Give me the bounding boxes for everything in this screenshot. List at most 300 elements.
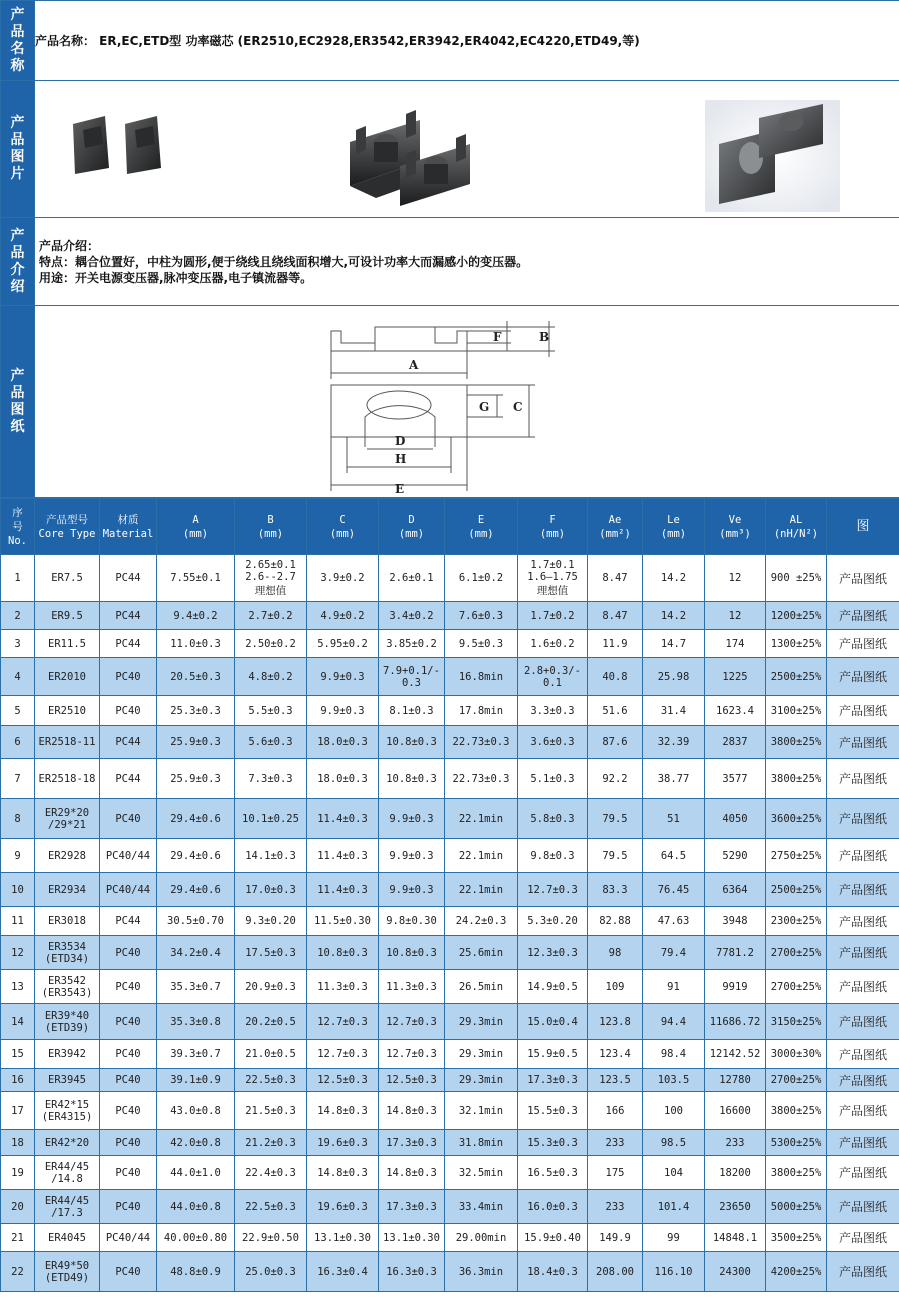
cell-c: 18.0±0.3 bbox=[307, 726, 379, 759]
cell-le: 94.4 bbox=[643, 1004, 705, 1040]
cell-b: 5.6±0.3 bbox=[235, 726, 307, 759]
header-material: 材质 Material bbox=[100, 499, 157, 555]
header-f: F (mm) bbox=[518, 499, 588, 555]
cell-e: 22.1min bbox=[445, 839, 518, 873]
cell-no: 7 bbox=[1, 759, 35, 799]
table-row bbox=[1, 936, 899, 970]
cell-al: 3100±25% bbox=[766, 696, 827, 726]
side-char: 纸 bbox=[10, 418, 25, 435]
cell-f: 3.3±0.3 bbox=[518, 696, 588, 726]
cell-d: 12.7±0.3 bbox=[379, 1040, 445, 1069]
side-char: 片 bbox=[10, 166, 25, 182]
cell-le: 51 bbox=[643, 799, 705, 839]
cell-no: 5 bbox=[1, 696, 35, 726]
cell-e: 29.3min bbox=[445, 1069, 518, 1092]
cell-type: ER9.5 bbox=[35, 602, 100, 630]
table-row bbox=[1, 907, 899, 936]
cell-type: ER2928 bbox=[35, 839, 100, 873]
cell-mat: PC40 bbox=[100, 1004, 157, 1040]
core-photo-assembled bbox=[705, 100, 840, 212]
cell-ae: 8.47 bbox=[588, 602, 643, 630]
side-char: 产 bbox=[10, 227, 25, 244]
product-photos-cell bbox=[35, 81, 899, 218]
cell-al: 2700±25% bbox=[766, 936, 827, 970]
table-row bbox=[1, 873, 899, 907]
side-char: 品 bbox=[10, 23, 25, 40]
spec-table bbox=[0, 498, 899, 1292]
cell-mat: PC40 bbox=[100, 936, 157, 970]
cell-mat: PC40/44 bbox=[100, 873, 157, 907]
cell-f: 5.3±0.20 bbox=[518, 907, 588, 936]
cell-no: 19 bbox=[1, 1156, 35, 1190]
drawing-link[interactable]: 产品图纸 bbox=[827, 1069, 899, 1092]
cell-b: 5.5±0.3 bbox=[235, 696, 307, 726]
cell-ae: 123.4 bbox=[588, 1040, 643, 1069]
cell-ve: 1623.4 bbox=[705, 696, 766, 726]
cell-b: 22.5±0.3 bbox=[235, 1069, 307, 1092]
header-a: A (mm) bbox=[157, 499, 235, 555]
drawing-link[interactable]: 产品图纸 bbox=[827, 907, 899, 936]
cell-ve: 14848.1 bbox=[705, 1224, 766, 1252]
drawing-link[interactable]: 产品图纸 bbox=[827, 873, 899, 907]
drawing-link[interactable]: 产品图纸 bbox=[827, 726, 899, 759]
drawing-link[interactable]: 产品图纸 bbox=[827, 1224, 899, 1252]
drawing-link[interactable]: 产品图纸 bbox=[827, 630, 899, 658]
cell-d: 2.6±0.1 bbox=[379, 555, 445, 602]
table-row bbox=[1, 1224, 899, 1252]
cell-al: 1200±25% bbox=[766, 602, 827, 630]
cell-c: 11.3±0.3 bbox=[307, 970, 379, 1004]
cell-ae: 8.47 bbox=[588, 555, 643, 602]
cell-al: 900 ±25% bbox=[766, 555, 827, 602]
cell-b: 21.0±0.5 bbox=[235, 1040, 307, 1069]
cell-f: 12.3±0.3 bbox=[518, 936, 588, 970]
cell-ae: 233 bbox=[588, 1130, 643, 1156]
cell-e: 31.8min bbox=[445, 1130, 518, 1156]
core-photo-pair bbox=[340, 102, 510, 212]
cell-f: 1.7±0.2 bbox=[518, 602, 588, 630]
cell-f: 14.9±0.5 bbox=[518, 970, 588, 1004]
cell-b: 22.4±0.3 bbox=[235, 1156, 307, 1190]
cell-le: 99 bbox=[643, 1224, 705, 1252]
cell-e: 22.73±0.3 bbox=[445, 759, 518, 799]
cell-ve: 3948 bbox=[705, 907, 766, 936]
cell-le: 76.45 bbox=[643, 873, 705, 907]
cell-a: 29.4±0.6 bbox=[157, 873, 235, 907]
cell-a: 20.5±0.3 bbox=[157, 658, 235, 696]
cell-c: 19.6±0.3 bbox=[307, 1130, 379, 1156]
cell-f: 12.7±0.3 bbox=[518, 873, 588, 907]
cell-b: 9.3±0.20 bbox=[235, 907, 307, 936]
cell-e: 22.73±0.3 bbox=[445, 726, 518, 759]
cell-c: 11.4±0.3 bbox=[307, 799, 379, 839]
cell-type: ER42*15 (ER4315) bbox=[35, 1092, 100, 1130]
cell-no: 16 bbox=[1, 1069, 35, 1092]
cell-ve: 2837 bbox=[705, 726, 766, 759]
cell-e: 29.00min bbox=[445, 1224, 518, 1252]
cell-a: 35.3±0.7 bbox=[157, 970, 235, 1004]
cell-e: 16.8min bbox=[445, 658, 518, 696]
dim-label-b: B bbox=[539, 329, 550, 344]
cell-ve: 174 bbox=[705, 630, 766, 658]
cell-type: ER3542 (ER3543) bbox=[35, 970, 100, 1004]
cell-al: 3150±25% bbox=[766, 1004, 827, 1040]
cell-al: 3800±25% bbox=[766, 1092, 827, 1130]
header-ae: Ae (mm²) bbox=[588, 499, 643, 555]
cell-type: ER39*40 (ETD39) bbox=[35, 1004, 100, 1040]
drawing-link[interactable]: 产品图纸 bbox=[827, 1190, 899, 1224]
cell-mat: PC44 bbox=[100, 602, 157, 630]
cell-e: 6.1±0.2 bbox=[445, 555, 518, 602]
cell-b: 2.7±0.2 bbox=[235, 602, 307, 630]
cell-le: 98.4 bbox=[643, 1040, 705, 1069]
cell-mat: PC44 bbox=[100, 907, 157, 936]
cell-ve: 24300 bbox=[705, 1252, 766, 1292]
cell-no: 9 bbox=[1, 839, 35, 873]
table-row bbox=[1, 1092, 899, 1130]
cell-d: 16.3±0.3 bbox=[379, 1252, 445, 1292]
cell-le: 14.2 bbox=[643, 602, 705, 630]
cell-ve: 12 bbox=[705, 602, 766, 630]
cell-c: 9.9±0.3 bbox=[307, 658, 379, 696]
cell-d: 10.8±0.3 bbox=[379, 726, 445, 759]
cell-ae: 233 bbox=[588, 1190, 643, 1224]
cell-c: 14.8±0.3 bbox=[307, 1092, 379, 1130]
cell-mat: PC40 bbox=[100, 1252, 157, 1292]
cell-le: 116.10 bbox=[643, 1252, 705, 1292]
cell-d: 9.9±0.3 bbox=[379, 839, 445, 873]
cell-mat: PC40 bbox=[100, 658, 157, 696]
cell-al: 1300±25% bbox=[766, 630, 827, 658]
cell-al: 2500±25% bbox=[766, 658, 827, 696]
side-char: 绍 bbox=[10, 278, 25, 295]
cell-le: 14.7 bbox=[643, 630, 705, 658]
cell-ve: 5290 bbox=[705, 839, 766, 873]
cell-ve: 16600 bbox=[705, 1092, 766, 1130]
cell-d: 13.1±0.30 bbox=[379, 1224, 445, 1252]
side-char: 图 bbox=[10, 149, 25, 165]
cell-b: 20.2±0.5 bbox=[235, 1004, 307, 1040]
cell-mat: PC40/44 bbox=[100, 839, 157, 873]
cell-b: 10.1±0.25 bbox=[235, 799, 307, 839]
side-char: 产 bbox=[10, 115, 25, 131]
cell-type: ER11.5 bbox=[35, 630, 100, 658]
cell-ae: 98 bbox=[588, 936, 643, 970]
cell-d: 12.7±0.3 bbox=[379, 1004, 445, 1040]
cell-f: 15.3±0.3 bbox=[518, 1130, 588, 1156]
cell-a: 25.3±0.3 bbox=[157, 696, 235, 726]
drawing-link[interactable]: 产品图纸 bbox=[827, 1092, 899, 1130]
drawing-link[interactable]: 产品图纸 bbox=[827, 1004, 899, 1040]
side-label-intro bbox=[1, 218, 35, 306]
cell-b: 2.65±0.1 2.6--2.7 理想值 bbox=[235, 555, 307, 602]
spec-body bbox=[1, 555, 899, 1292]
cell-e: 9.5±0.3 bbox=[445, 630, 518, 658]
cell-e: 36.3min bbox=[445, 1252, 518, 1292]
cell-mat: PC40 bbox=[100, 1156, 157, 1190]
cell-ve: 9919 bbox=[705, 970, 766, 1004]
table-row bbox=[1, 970, 899, 1004]
table-row bbox=[1, 759, 899, 799]
cell-d: 10.8±0.3 bbox=[379, 759, 445, 799]
cell-ve: 23650 bbox=[705, 1190, 766, 1224]
cell-d: 17.3±0.3 bbox=[379, 1190, 445, 1224]
cell-al: 5000±25% bbox=[766, 1190, 827, 1224]
cell-b: 21.2±0.3 bbox=[235, 1130, 307, 1156]
cell-d: 9.9±0.3 bbox=[379, 873, 445, 907]
cell-f: 16.0±0.3 bbox=[518, 1190, 588, 1224]
cell-d: 14.8±0.3 bbox=[379, 1156, 445, 1190]
cell-b: 14.1±0.3 bbox=[235, 839, 307, 873]
cell-a: 35.3±0.8 bbox=[157, 1004, 235, 1040]
cell-type: ER7.5 bbox=[35, 555, 100, 602]
header-ve: Ve (mm³) bbox=[705, 499, 766, 555]
cell-c: 13.1±0.30 bbox=[307, 1224, 379, 1252]
cell-no: 20 bbox=[1, 1190, 35, 1224]
cell-al: 3800±25% bbox=[766, 1156, 827, 1190]
cell-ae: 11.9 bbox=[588, 630, 643, 658]
cell-mat: PC40 bbox=[100, 1092, 157, 1130]
side-char: 图 bbox=[10, 401, 25, 418]
cell-f: 16.5±0.3 bbox=[518, 1156, 588, 1190]
cell-ae: 149.9 bbox=[588, 1224, 643, 1252]
cell-a: 48.8±0.9 bbox=[157, 1252, 235, 1292]
intro-usage: 用途：开关电源变压器,脉冲变压器,电子镇流器等。 bbox=[39, 271, 313, 285]
cell-d: 12.5±0.3 bbox=[379, 1069, 445, 1092]
cell-d: 3.85±0.2 bbox=[379, 630, 445, 658]
cell-a: 34.2±0.4 bbox=[157, 936, 235, 970]
cell-f: 3.6±0.3 bbox=[518, 726, 588, 759]
side-char: 产 bbox=[10, 367, 25, 384]
header-drawing: 图 bbox=[827, 499, 899, 555]
cell-le: 98.5 bbox=[643, 1130, 705, 1156]
table-row bbox=[1, 799, 899, 839]
side-char: 介 bbox=[10, 261, 25, 278]
header-le: Le (mm) bbox=[643, 499, 705, 555]
cell-a: 9.4±0.2 bbox=[157, 602, 235, 630]
cell-mat: PC44 bbox=[100, 630, 157, 658]
side-label-drawing bbox=[1, 306, 35, 498]
cell-no: 21 bbox=[1, 1224, 35, 1252]
cell-al: 3500±25% bbox=[766, 1224, 827, 1252]
table-row bbox=[1, 555, 899, 602]
cell-f: 15.0±0.4 bbox=[518, 1004, 588, 1040]
drawing-link[interactable]: 产品图纸 bbox=[827, 970, 899, 1004]
cell-no: 2 bbox=[1, 602, 35, 630]
header-b: B (mm) bbox=[235, 499, 307, 555]
cell-a: 11.0±0.3 bbox=[157, 630, 235, 658]
cell-mat: PC40 bbox=[100, 970, 157, 1004]
cell-c: 10.8±0.3 bbox=[307, 936, 379, 970]
cell-no: 14 bbox=[1, 1004, 35, 1040]
cell-type: ER2510 bbox=[35, 696, 100, 726]
cell-ve: 3577 bbox=[705, 759, 766, 799]
cell-mat: PC44 bbox=[100, 726, 157, 759]
cell-al: 2300±25% bbox=[766, 907, 827, 936]
cell-b: 2.50±0.2 bbox=[235, 630, 307, 658]
cell-al: 2700±25% bbox=[766, 970, 827, 1004]
cell-type: ER4045 bbox=[35, 1224, 100, 1252]
dim-label-h: H bbox=[395, 451, 407, 466]
product-name-cell bbox=[35, 1, 899, 81]
header-c: C (mm) bbox=[307, 499, 379, 555]
cell-b: 25.0±0.3 bbox=[235, 1252, 307, 1292]
header-e: E (mm) bbox=[445, 499, 518, 555]
drawing-link[interactable]: 产品图纸 bbox=[827, 1040, 899, 1069]
cell-a: 29.4±0.6 bbox=[157, 839, 235, 873]
drawing-link[interactable]: 产品图纸 bbox=[827, 602, 899, 630]
cell-le: 100 bbox=[643, 1092, 705, 1130]
cell-le: 25.98 bbox=[643, 658, 705, 696]
table-row bbox=[1, 630, 899, 658]
cell-e: 32.1min bbox=[445, 1092, 518, 1130]
cell-c: 11.4±0.3 bbox=[307, 873, 379, 907]
cell-no: 10 bbox=[1, 873, 35, 907]
cell-type: ER2010 bbox=[35, 658, 100, 696]
cell-e: 32.5min bbox=[445, 1156, 518, 1190]
cell-d: 17.3±0.3 bbox=[379, 1130, 445, 1156]
cell-d: 7.9+0.1/- 0.3 bbox=[379, 658, 445, 696]
cell-c: 9.9±0.3 bbox=[307, 696, 379, 726]
cell-ae: 208.00 bbox=[588, 1252, 643, 1292]
drawing-link[interactable]: 产品图纸 bbox=[827, 1252, 899, 1292]
cell-b: 17.0±0.3 bbox=[235, 873, 307, 907]
cell-ve: 12780 bbox=[705, 1069, 766, 1092]
side-char: 称 bbox=[10, 57, 25, 74]
cell-ae: 87.6 bbox=[588, 726, 643, 759]
cell-ae: 123.8 bbox=[588, 1004, 643, 1040]
cell-a: 25.9±0.3 bbox=[157, 726, 235, 759]
cell-mat: PC40 bbox=[100, 696, 157, 726]
cell-c: 18.0±0.3 bbox=[307, 759, 379, 799]
cell-c: 4.9±0.2 bbox=[307, 602, 379, 630]
cell-type: ER2934 bbox=[35, 873, 100, 907]
cell-b: 17.5±0.3 bbox=[235, 936, 307, 970]
cell-no: 6 bbox=[1, 726, 35, 759]
cell-f: 15.5±0.3 bbox=[518, 1092, 588, 1130]
cell-no: 15 bbox=[1, 1040, 35, 1069]
side-char: 产 bbox=[10, 6, 25, 23]
cell-type: ER42*20 bbox=[35, 1130, 100, 1156]
cell-f: 18.4±0.3 bbox=[518, 1252, 588, 1292]
cell-b: 21.5±0.3 bbox=[235, 1092, 307, 1130]
drawing-link[interactable]: 产品图纸 bbox=[827, 1130, 899, 1156]
cell-e: 33.4min bbox=[445, 1190, 518, 1224]
dimension-drawing bbox=[35, 307, 899, 497]
cell-al: 2750±25% bbox=[766, 839, 827, 873]
cell-type: ER3942 bbox=[35, 1040, 100, 1069]
cell-le: 14.2 bbox=[643, 555, 705, 602]
drawing-link[interactable]: 产品图纸 bbox=[827, 936, 899, 970]
cell-mat: PC40 bbox=[100, 799, 157, 839]
drawing-link[interactable]: 产品图纸 bbox=[827, 839, 899, 873]
cell-f: 15.9±0.40 bbox=[518, 1224, 588, 1252]
drawing-link[interactable]: 产品图纸 bbox=[827, 658, 899, 696]
cell-mat: PC44 bbox=[100, 759, 157, 799]
cell-a: 7.55±0.1 bbox=[157, 555, 235, 602]
cell-type: ER44/45 /17.3 bbox=[35, 1190, 100, 1224]
cell-mat: PC40/44 bbox=[100, 1224, 157, 1252]
cell-ae: 123.5 bbox=[588, 1069, 643, 1092]
cell-no: 17 bbox=[1, 1092, 35, 1130]
dim-label-e: E bbox=[395, 481, 405, 496]
table-row bbox=[1, 658, 899, 696]
cell-ve: 12 bbox=[705, 555, 766, 602]
cell-b: 4.8±0.2 bbox=[235, 658, 307, 696]
table-row bbox=[1, 696, 899, 726]
cell-e: 29.3min bbox=[445, 1004, 518, 1040]
cell-a: 30.5±0.70 bbox=[157, 907, 235, 936]
side-char: 品 bbox=[10, 244, 25, 261]
cell-a: 40.00±0.80 bbox=[157, 1224, 235, 1252]
cell-c: 16.3±0.4 bbox=[307, 1252, 379, 1292]
side-char: 品 bbox=[10, 384, 25, 401]
dim-label-d: D bbox=[395, 433, 406, 448]
cell-d: 8.1±0.3 bbox=[379, 696, 445, 726]
cell-ve: 12142.52 bbox=[705, 1040, 766, 1069]
cell-c: 12.7±0.3 bbox=[307, 1004, 379, 1040]
cell-a: 29.4±0.6 bbox=[157, 799, 235, 839]
cell-no: 4 bbox=[1, 658, 35, 696]
cell-mat: PC40 bbox=[100, 1069, 157, 1092]
cell-no: 22 bbox=[1, 1252, 35, 1292]
cell-no: 3 bbox=[1, 630, 35, 658]
dim-label-a: A bbox=[409, 357, 419, 372]
side-char: 品 bbox=[10, 132, 25, 148]
cell-a: 25.9±0.3 bbox=[157, 759, 235, 799]
cell-ve: 7781.2 bbox=[705, 936, 766, 970]
table-row bbox=[1, 726, 899, 759]
cell-type: ER3534 (ETD34) bbox=[35, 936, 100, 970]
header-core-type: 产品型号 Core Type bbox=[35, 499, 100, 555]
table-row bbox=[1, 1069, 899, 1092]
cell-f: 9.8±0.3 bbox=[518, 839, 588, 873]
drawing-link[interactable]: 产品图纸 bbox=[827, 799, 899, 839]
cell-type: ER3018 bbox=[35, 907, 100, 936]
cell-e: 25.6min bbox=[445, 936, 518, 970]
cell-e: 22.1min bbox=[445, 873, 518, 907]
drawing-link[interactable]: 产品图纸 bbox=[827, 696, 899, 726]
cell-no: 8 bbox=[1, 799, 35, 839]
cell-f: 1.6±0.2 bbox=[518, 630, 588, 658]
cell-no: 18 bbox=[1, 1130, 35, 1156]
table-row bbox=[1, 602, 899, 630]
dim-label-f: F bbox=[493, 329, 502, 344]
cell-f: 1.7±0.1 1.6—1.75 理想值 bbox=[518, 555, 588, 602]
cell-b: 22.9±0.50 bbox=[235, 1224, 307, 1252]
cell-d: 14.8±0.3 bbox=[379, 1092, 445, 1130]
drawing-link[interactable]: 产品图纸 bbox=[827, 555, 899, 602]
cell-c: 19.6±0.3 bbox=[307, 1190, 379, 1224]
cell-ae: 166 bbox=[588, 1092, 643, 1130]
cell-no: 11 bbox=[1, 907, 35, 936]
cell-a: 44.0±1.0 bbox=[157, 1156, 235, 1190]
table-row bbox=[1, 1004, 899, 1040]
cell-ae: 83.3 bbox=[588, 873, 643, 907]
drawing-link[interactable]: 产品图纸 bbox=[827, 1156, 899, 1190]
cell-ae: 92.2 bbox=[588, 759, 643, 799]
cell-c: 11.4±0.3 bbox=[307, 839, 379, 873]
table-row bbox=[1, 1190, 899, 1224]
drawing-link[interactable]: 产品图纸 bbox=[827, 759, 899, 799]
cell-ve: 233 bbox=[705, 1130, 766, 1156]
cell-no: 13 bbox=[1, 970, 35, 1004]
cell-ve: 18200 bbox=[705, 1156, 766, 1190]
header-no: 序 号 No. bbox=[1, 499, 35, 555]
cell-al: 3600±25% bbox=[766, 799, 827, 839]
core-photo-small bbox=[65, 110, 195, 182]
cell-c: 3.9±0.2 bbox=[307, 555, 379, 602]
